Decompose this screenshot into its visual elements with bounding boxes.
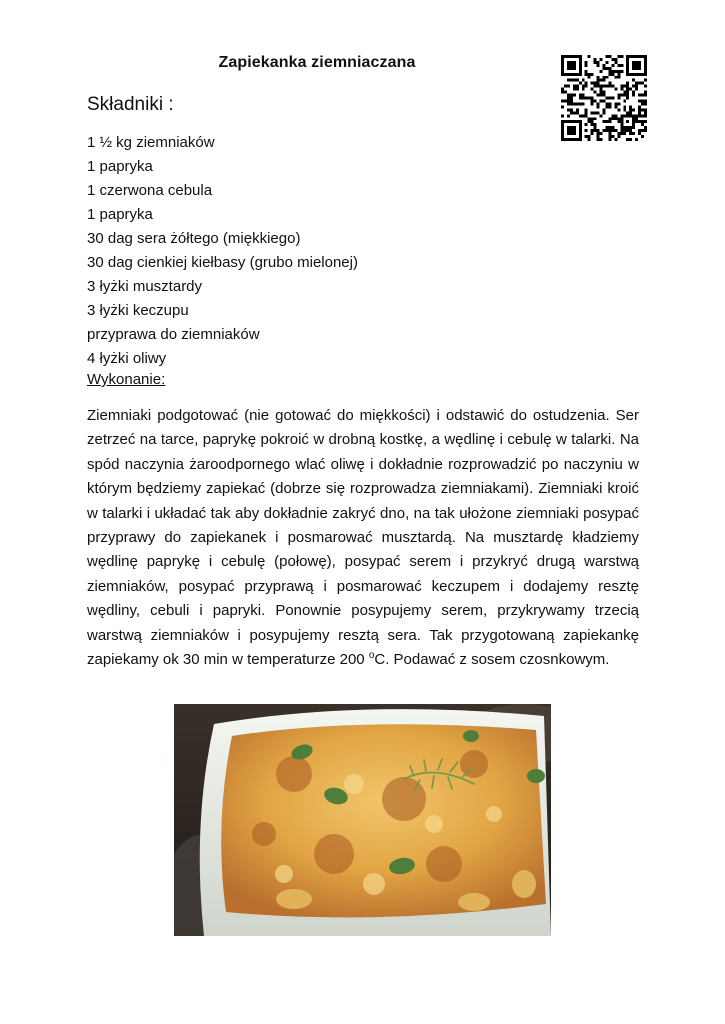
- method-text: Ziemniaki podgotować (nie gotować do miękkości) i odstawić do ostudzenia. Ser zetrzeć na tarce, paprykę pokroić w drobną kostkę, a wędlinę i cebulę w talarki. Na spód naczynia żaroodpornego wlać oliwę i dokładnie rozprowadzić po naczyniu w którym będziemy zapiekać (dobrze się rozprowadza ziemniakami). Ziemniaki kroić w talarki i układać tak aby dokładnie zakryć dno, na tak ułożone ziemniaki posypać przyprawy do zapiekanek i posmarować musztardą. Na musztardę kładziemy wędlinę paprykę i cebulę (połowę), posypać serem i przykryć drugą warstwą ziemniaków, posypać przyprawą i posmarować keczupem i dodajemy resztę wędliny, cebuli i papryki. Ponownie posypujemy serem, przykrywamy trzecią warstwą ziemniaków i posypujemy resztą sera. Tak przygotowaną zapiekankę zapiekamy ok 30 min w temperaturze 200: [87, 407, 639, 669]
- list-item: 3 łyżki musztardy: [87, 278, 203, 295]
- qr-code: [561, 55, 647, 141]
- method-heading: Wykonanie:: [87, 371, 166, 388]
- list-item: przyprawa do ziemniaków: [87, 326, 260, 343]
- list-item: 1 papryka: [87, 206, 153, 223]
- list-item: 1 czerwona cebula: [87, 182, 213, 199]
- ingredients-heading: Składniki :: [87, 94, 174, 115]
- degree-symbol: o: [368, 650, 375, 662]
- list-item: 3 łyżki keczupu: [87, 302, 189, 319]
- method-paragraph: [87, 404, 639, 672]
- casserole-illustration: [174, 704, 551, 936]
- list-item: 4 łyżki oliwy: [87, 350, 167, 367]
- recipe-title: Zapiekanka ziemniaczana: [218, 54, 416, 71]
- dish-photo: [174, 704, 551, 936]
- ingredients-list: [87, 131, 358, 371]
- list-item: 1 ½ kg ziemniaków: [87, 134, 215, 151]
- list-item: 30 dag sera żółtego (miękkiego): [87, 230, 301, 247]
- list-item: 1 papryka: [87, 158, 153, 175]
- method-text-end: C. Podawać z sosem czosnkowym.: [374, 651, 610, 669]
- list-item: 30 dag cienkiej kiełbasy (grubo mielonej): [87, 254, 358, 271]
